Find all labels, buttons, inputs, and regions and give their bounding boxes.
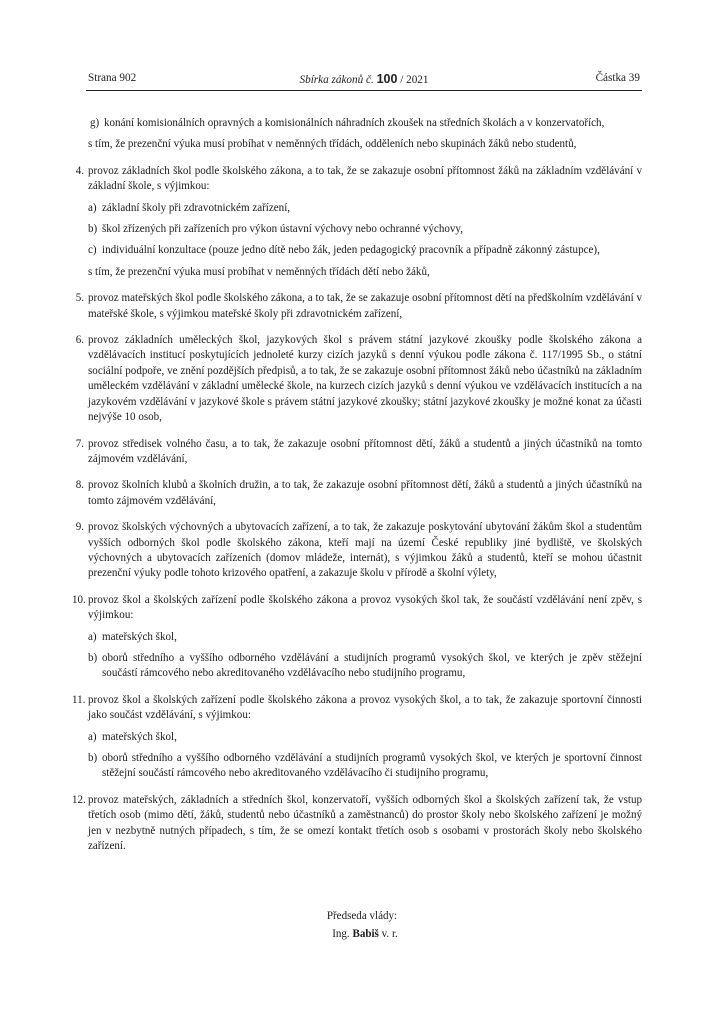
item-text: provoz školských výchovných a ubytovacích zařízení, a to tak, že zakazuje poskytování ubytování žákům škol a studentům vyšších odborných škol podle školského zákona, kteří mají na území České republiky jiné bydliště, ve školských výchovných a ubytovacích zařízeních (domov mládeže, internát), s výjimkou žáků a studentů, kteří se mohou účastnit prezenční výuky podle tohoto krizového opatření, a zakazuje školu v přírodě a školní výlety,: [88, 521, 642, 580]
sub-item-text: mateřských škol,: [102, 630, 177, 643]
sub-item-mark: g): [90, 117, 100, 129]
item-number: 7.: [75, 437, 84, 450]
signature-role: Předseda vlády:: [326, 910, 398, 922]
collection-prefix: Sbírka zákonů č.: [299, 74, 374, 86]
sub-item-text: konání komisionálních opravných a komisionálních náhradních zkoušek na středních školách a v konzervatořích,: [104, 117, 605, 129]
page-header: [88, 72, 640, 92]
list-item: [72, 437, 642, 468]
list-item: [72, 478, 642, 509]
item-text: provoz středisek volného času, a to tak, že zakazuje osobní přítomnost dětí, žáků a studentů a jiných účastníků na tomto zájmovém vzdělávání,: [88, 437, 642, 465]
item-text: provoz školních klubů a školních družin, a to tak, že zakazuje osobní přítomnost dětí, žáků a studentů a jiných účastníků na tomto zájmovém vzdělávání,: [88, 479, 642, 507]
list-item: [72, 593, 642, 624]
sub-item-text: škol zřízených při zařízeních pro výkon ústavní výchovy nebo ochranné výchovy,: [102, 223, 463, 236]
item-text: provoz škol a školských zařízení podle školského zákona a provoz vysokých škol tak, že součástí vzdělávání není zpěv, s výjimkou:: [88, 593, 642, 622]
item-text: provoz mateřských, základních a středních škol, konzervatoří, vyšších odborných škol a školských zařízení tak, že vstup třetích osob (mimo dětí, žáků, studentů nebo účastníků a zaměstnanců) do prostor školy nebo školského zařízení je možný jen v nezbytně nutných případech, s tím, že se omezí kontakt třetích osob s osobami v prostorách školy nebo školského zařízení.: [88, 793, 642, 853]
clause-text: s tím, že prezenční výuka musí probíhat v neměnných třídách, odděleních nebo skupinách žáků nebo studentů,: [88, 138, 577, 151]
sub-item-text: oborů středního a vyššího odborného vzdělávání a studijních programů vysokých škol, ve kterých je sportovní činnost stěžejní součástí rámcového nebo akreditovaného vzdělávacího či studijního programu,: [102, 752, 642, 780]
collection-number: 100: [376, 72, 398, 86]
list-item: [72, 651, 642, 682]
item-text: provoz mateřských škol podle školského zákona, a to tak, že se zakazuje osobní přítomnost dětí na předškolním vzdělávání v mateřské škole, s výjimkou mateřské školy při zdravotnickém zařízení,: [88, 292, 642, 320]
clause-text: s tím, že prezenční výuka musí probíhat v neměnných třídách dětí nebo žáků,: [88, 265, 430, 278]
item-number: 9.: [75, 521, 84, 534]
item-number: 8.: [75, 479, 84, 492]
collection-title: [88, 72, 640, 86]
item-number: 12.: [72, 793, 86, 806]
list-item: [72, 630, 642, 645]
list-item: [72, 291, 642, 322]
sub-item-mark: a): [88, 730, 97, 743]
item-number: 5.: [75, 292, 84, 305]
list-item: [72, 201, 642, 216]
sub-item-mark: b): [88, 223, 98, 236]
item-number: 4.: [75, 164, 84, 177]
signature-surname: Babiš: [352, 928, 379, 940]
signature-block: [0, 907, 724, 943]
signature-title: Ing.: [332, 928, 350, 940]
list-item: [72, 730, 642, 745]
page-number: Strana 902: [88, 72, 137, 84]
item-text: provoz škol a školských zařízení podle školského zákona a provoz vysokých škol, a to tak, že zakazuje sportovní činnosti jako součást vzdělávání, s výjimkou:: [88, 693, 642, 722]
sub-item-text: mateřských škol,: [102, 730, 177, 743]
sub-item-mark: b): [88, 752, 98, 764]
sub-item-mark: a): [88, 630, 97, 643]
header-rule: [86, 90, 642, 91]
item-number: 10.: [72, 593, 86, 606]
sub-item-mark: a): [88, 201, 97, 214]
sub-item-text: základní školy při zdravotnickém zařízení,: [102, 201, 291, 214]
list-item: [72, 222, 642, 237]
signature-name: [0, 925, 724, 943]
sub-item-text: individuální konzultace (pouze jedno dítě nebo žák, jeden pedagogický pracovník a případně zákonný zástupce),: [102, 244, 600, 257]
sub-item-text: oborů středního a vyššího odborného vzdělávání a studijních programů vysokých škol, ve kterých je zpěv stěžejní součástí rámcového nebo akreditovaného vzdělávacího nebo studijního programu,: [102, 651, 642, 680]
list-item: [72, 333, 642, 425]
sub-item-mark: b): [88, 651, 98, 664]
item-text: provoz základních uměleckých škol, jazykových škol s právem státní jazykové zkoušky podle školského zákona a vzdělávacích institucí poskytujících jednoleté kurzy cizích jazyků s denní výukou podle zákona č. 117/1995 Sb., o státní sociální podpoře, ve znění pozdějších předpisů, a to tak, že se zakazuje osobní přítomnost žáků nebo účastníků na základním uměleckém vzdělávání v základní umělecké škole, na kurzech cizích jazyků s denní výukou ve vzdělávacích institucích a na jazykovém vzdělávání v jazykové škole s právem státní jazykové zkoušky; státní jazykové zkoušky je možné konat za účasti nejvýše 10 osob,: [88, 334, 642, 424]
list-item: [72, 693, 642, 724]
sub-item-mark: c): [88, 244, 97, 257]
signature-suffix: v. r.: [381, 928, 398, 940]
list-item: [72, 116, 642, 131]
list-item: [72, 751, 642, 782]
list-item: [72, 243, 642, 258]
item-text: provoz základních škol podle školského zákona, a to tak, že se zakazuje osobní přítomnost žáků na základním vzdělávání v základní škole, s výjimkou:: [88, 164, 642, 193]
item-number: 6.: [75, 334, 84, 347]
list-item: [72, 164, 642, 195]
item-number: 11.: [72, 693, 86, 706]
list-item: [72, 520, 642, 582]
collection-year: / 2021: [400, 74, 429, 86]
document-body: [72, 116, 642, 854]
list-item: [72, 793, 642, 855]
part-number: Částka 39: [595, 72, 640, 84]
